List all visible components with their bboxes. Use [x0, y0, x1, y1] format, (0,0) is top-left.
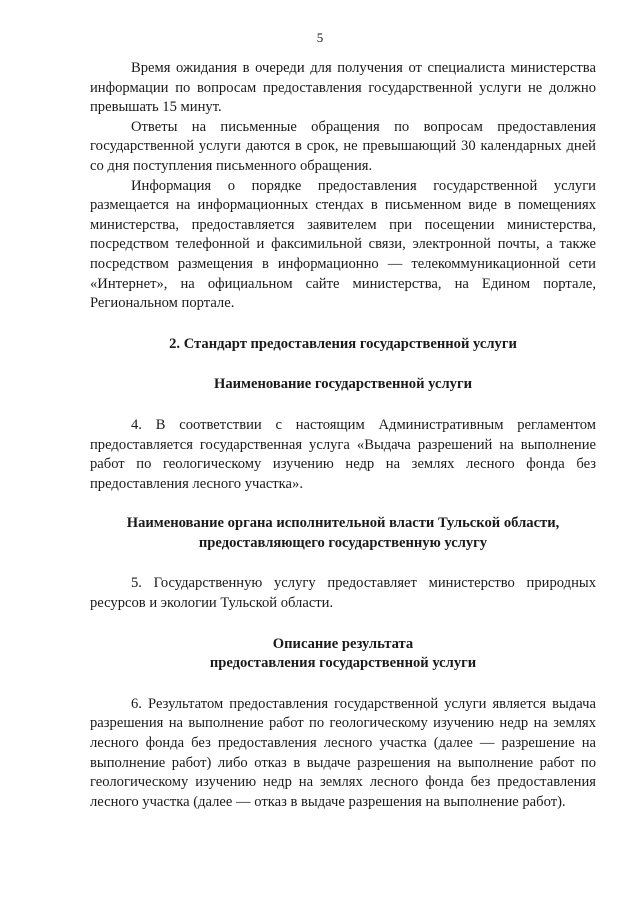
paragraph-item-5: 5. Государственную услугу предоставляет министерство природных ресурсов и экологии Тульской области.: [90, 575, 596, 612]
subheading-authority-line-2: предоставляющего государственную услугу: [198, 534, 488, 551]
subheading-service-name: Наименование государственной услуги: [214, 376, 472, 393]
paragraph-item-6: 6. Результатом предоставления государственной услуги является выдача разрешения на выполнение работ по геологическому изучению недр на землях лесного фонда без предоставления лесного участка (далее — разрешение на выполнение работ) либо отказ в выдаче разрешения на выполнение работ по геологическому изучению недр на землях лесного фонда без предоставления лесного участка (далее — отказ в выдаче разрешения на выполнение работ).: [90, 695, 596, 810]
subheading-result-description: [90, 635, 596, 674]
subheading-authority-line-1: Наименование органа исполнительной власти Тульской области,: [126, 515, 560, 532]
subheading-authority-name: [90, 514, 596, 553]
paragraph-written-answers: Ответы на письменные обращения по вопросам предоставления государственной услуги даются в срок, не превышающий 30 календарных дней со дня поступления письменного обращения.: [90, 118, 596, 174]
paragraph-waiting-time: Время ожидания в очереди для получения от специалиста министерства информации по вопросам предоставления государственной услуги не должно превышать 15 минут.: [90, 60, 596, 116]
subheading-result-line-1: Описание результата: [272, 635, 414, 652]
paragraph-information-order: Информация о порядке предоставления государственной услуги размещается на информационных стендах в письменном виде в помещениях министерства, предоставляется заявителем при посещении министерства, посредством телефонной и факсимильной связи, электронной почты, а также посредством размещения в информационно — телекоммуникационной сети «Интернет», на официальном сайте министерства, на Едином портале, Региональном портале.: [90, 177, 596, 312]
page-content: [90, 59, 596, 812]
page-number: 5: [316, 30, 324, 45]
subheading-result-line-2: предоставления государственной услуги: [209, 655, 477, 672]
paragraph-item-4: 4. В соответствии с настоящим Административным регламентом предоставляется государственная услуга «Выдача разрешений на выполнение работ по геологическому изучению недр на землях лесного фонда без предоставления лесного участка».: [90, 416, 596, 492]
section-heading-standard: 2. Стандарт предоставления государственной услуги: [169, 335, 517, 352]
